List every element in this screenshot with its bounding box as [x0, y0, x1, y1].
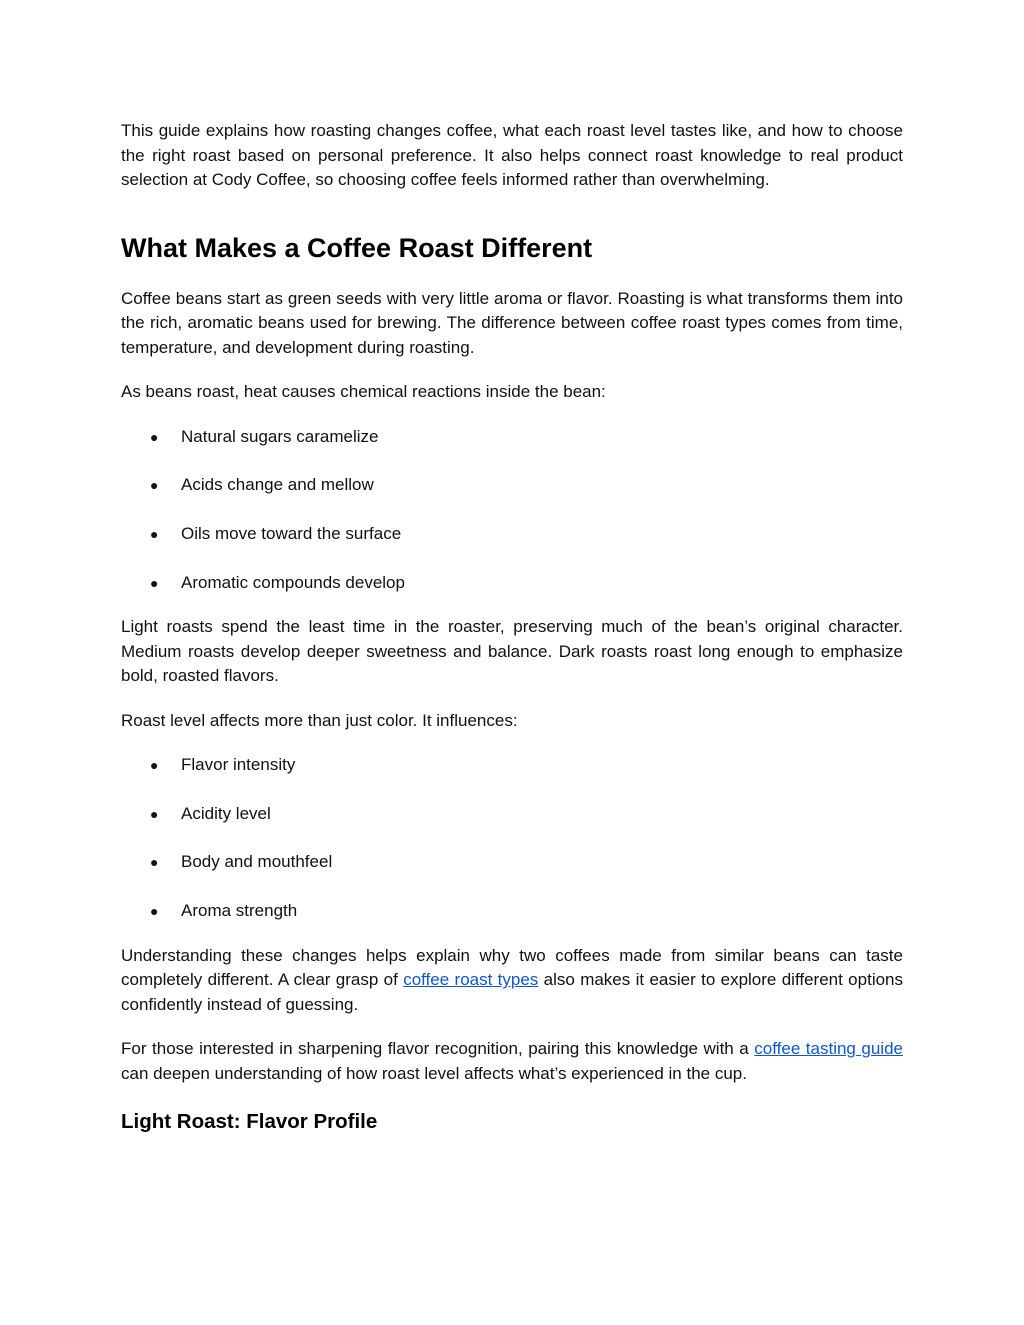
list-item-text: Flavor intensity: [181, 755, 296, 775]
list-item: [121, 425, 903, 450]
list-item: [121, 473, 903, 498]
bullet-icon: ●: [150, 525, 159, 542]
section-heading-light-roast: Light Roast: Flavor Profile: [121, 1110, 378, 1134]
list-item-text: Oils move toward the surface: [181, 523, 402, 543]
list-item-text: Acidity level: [181, 803, 271, 823]
roast-levels-paragraph: Light roasts spend the least time in the roaster, preserving much of the bean’s original character. Medium roasts develop deeper sweetness and balance. Dark roasts roast long enough to emphasize bold, roasted flavors.: [121, 617, 903, 686]
chemical-reactions-list: [121, 425, 903, 596]
list-item-text: Acids change and mellow: [181, 475, 374, 495]
section-heading-roast-difference: What Makes a Coffee Roast Different: [121, 232, 593, 263]
document-page: [121, 119, 903, 1136]
chemical-reactions-intro: As beans roast, heat causes chemical reactions inside the bean:: [121, 382, 606, 401]
bullet-icon: ●: [150, 854, 159, 871]
bullet-icon: ●: [150, 757, 159, 774]
list-item-text: Aromatic compounds develop: [181, 572, 405, 592]
understanding-text-after: also makes it easier to explore different options confidently instead of guessing.: [121, 970, 904, 1014]
understanding-paragraph: [121, 944, 903, 1018]
roasting-overview-paragraph: Coffee beans start as green seeds with very little aroma or flavor. Roasting is what transforms them into the rich, aromatic beans used for brewing. The difference between coffee roast types comes from time, temperature, and development during roasting.: [121, 288, 903, 357]
list-item: [121, 899, 903, 924]
list-item: [121, 522, 903, 547]
intro-paragraph: This guide explains how roasting changes coffee, what each roast level tastes like, and how to choose the right roast based on personal preference. It also helps connect roast knowledge to real product selection at Cody Coffee, so choosing coffee feels informed rather than overwhelming.: [121, 121, 903, 189]
coffee-tasting-guide-link[interactable]: coffee tasting guide: [754, 1039, 903, 1059]
bullet-icon: ●: [150, 903, 159, 920]
list-item-text: Body and mouthfeel: [181, 852, 333, 872]
tasting-text-after: can deepen understanding of how roast level affects what’s experienced in the cup.: [121, 1063, 747, 1083]
list-item: [121, 753, 903, 778]
list-item: [121, 802, 903, 827]
list-item-text: Natural sugars caramelize: [181, 426, 379, 446]
bullet-icon: ●: [150, 477, 159, 494]
influences-list: [121, 753, 903, 924]
bullet-icon: ●: [150, 805, 159, 822]
tasting-paragraph: [121, 1037, 903, 1086]
understanding-text-before: Understanding these changes helps explain why two coffees made from similar beans can taste completely different. A clear grasp of: [121, 945, 903, 990]
list-item: [121, 571, 903, 596]
list-item-text: Aroma strength: [181, 901, 298, 921]
list-item: [121, 850, 903, 875]
influences-intro: Roast level affects more than just color. It influences:: [121, 710, 518, 730]
bullet-icon: ●: [150, 428, 159, 445]
coffee-roast-types-link[interactable]: coffee roast types: [403, 970, 539, 990]
tasting-text-before: For those interested in sharpening flavor recognition, pairing this knowledge with a: [121, 1039, 755, 1059]
bullet-icon: ●: [150, 574, 159, 591]
